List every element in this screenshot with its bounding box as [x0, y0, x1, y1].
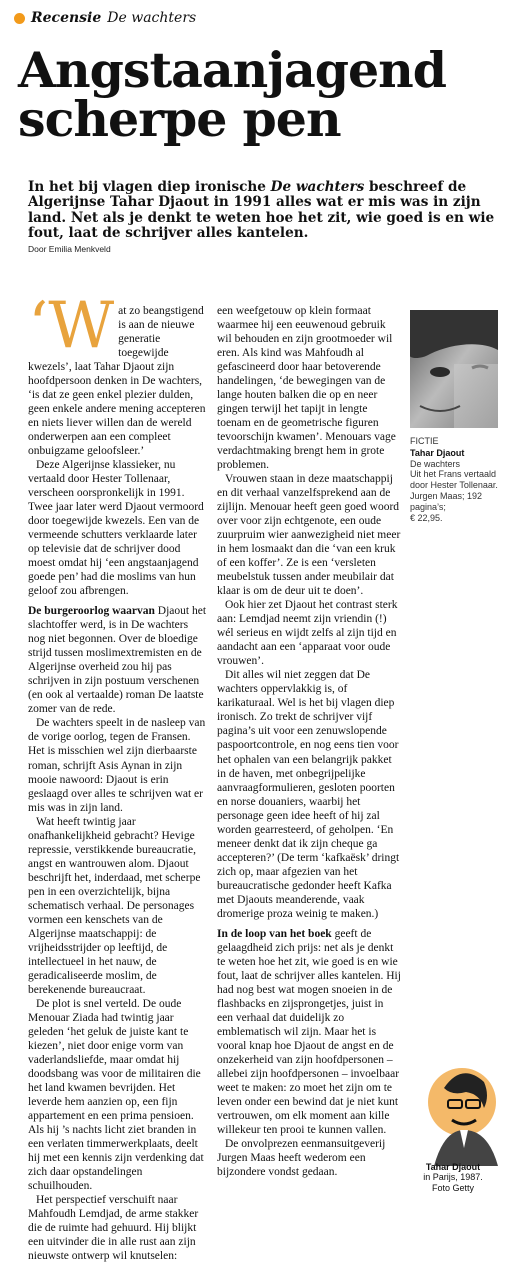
- paragraph: Het perspectief verschuift naar Mahfoudh Lemdjad, de arme stakker die de ruimte had gehuurd. Hij blijkt een uitvinder die in alle rust aan zijn nieuwste ontwerp wil knutselen:: [28, 1193, 199, 1263]
- book-publisher: Jurgen Maas; 192 pagina’s;: [410, 490, 483, 512]
- caption-line-2: in Parijs, 1987.: [423, 1172, 483, 1183]
- byline: Door Emilia Menkveld: [28, 244, 111, 254]
- paragraph: Deze Algerijnse klassieker, nu vertaald door Hester Tollenaar, verscheen oorspronkelijk in 1991. Twee jaar later werd Djaout vermoord door toegewijde kwezels. Een van de vermeende schutters verklaarde later op televisie dat de schrijver dood moest omdat hij ‘een angstaanjagend goede pen’ had die moslims van hun geloof zou afbrengen.: [28, 459, 204, 598]
- paragraph: Ook hier zet Djaout het contrast sterk aan: Lemdjad neemt zijn vriendin (!) wél serieus en wijdt zelfs al zijn tijd en aandacht aan een ‘apparaat voor oude vrouwen’.: [217, 599, 398, 668]
- paragraph: [217, 927, 401, 1137]
- paragraph-text: at zo beangstigend is aan de nieuwe generatie toegewijde kwezels’, laat Tahar Djaout zijn hoofdpersoon denken in De wachters, ‘is dat ze geen enkel plezier dulden, geen enkele andere mening accepteren en niets liever willen dan de wereld onderwerpen aan een compleet onbuigzame geloofsleer.’: [28, 305, 206, 458]
- article-column-1: [28, 289, 208, 1263]
- paragraph: [28, 604, 208, 716]
- paragraph-text: Djaout het slachtoffer werd, is in De wachters nog niet begonnen. Over de bloedige strijd tussen moslimextremisten en de Algerijnse overheid zou hij pas schrijven in zijn postuum verschenen (en ook al vertaalde) roman De laatste zomer van de rede.: [28, 605, 207, 716]
- paragraph: De onvolprezen eenmansuitgeverij Jurgen Maas heeft wederom een bijzondere vondst gedaan.: [217, 1137, 386, 1178]
- paragraph-lead: In de loop van het boek: [217, 927, 332, 940]
- section-header: [14, 10, 196, 26]
- paragraph: Dit alles wil niet zeggen dat De wachters oppervlakkig is, of karikaturaal. Wel is het bij vlagen diep ironisch. Zo trekt de schrijver vijf pagina’s uit voor een zenuwslopende paspoortcontrole, en nog eens tien voor het ophalen van een belangrijk pakket in de haven, met onbegrijpelijke aanvraagformulieren, gesloten poorten en norse douaniers, waarbij het personage geen idee heeft of hij zal worden gearresteerd, of geholpen. ‘En meneer denkt dat ik zijn cheque ga accepteren?’ (De term ‘kafkaësk’ dringt zich op, maar afgezien van het bureaucratische gedonder heeft Kafka met Djaouts meanderende, vaak dromerige proza weinig te maken.): [217, 669, 400, 920]
- caption-line-3: Foto Getty: [431, 1182, 475, 1193]
- paragraph: De plot is snel verteld. De oude Menouar Ziada had twintig jaar geleden ‘het geluk de juiste kant te kiezen’, niet door enige vorm van vaderlandsliefde, maar omdat hij doodsbang was voor de militairen die het land kwamen bevrijden. Het leverde hem aanzien op, een fijn appartement en een prima pensioen. Als hij ’s nachts licht ziet branden in een verlaten timmerwerkplaats, deelt hij met een kennis zijn verdenking dat zich daar opstandelingen schuilhouden.: [28, 997, 204, 1192]
- headline: [18, 41, 498, 148]
- standfirst-part-c: beschreef de Algerijnse Tahar Djaout in 1991 alles wat er mis was in zijn land. Net als je denkt te weten hoe het zit, wie goed is en wie fout, laat de schrijver alles kantelen.: [28, 179, 495, 242]
- orange-dot-icon: [14, 13, 25, 24]
- genre-label: FICTIE: [410, 436, 439, 446]
- book-translation: Uit het Frans vertaald door Hester Tollenaar.: [410, 469, 498, 491]
- paragraph: een weefgetouw op klein formaat waarmee hij een eeuwenoud gebruik wil behouden en zijn grootmoeder wil eren. Als kind was Mahfoudh al gefascineerd door haar betoverende handelingen, ‘de bewegingen van de lange houten balken die op en neer gingen terwijl het tapijt in lengte toenam en de geometrische figuren tevoorschijn kwamen’. Menouars vage verdachtmaking brengt hem in grote problemen.: [217, 305, 396, 472]
- section-title: De wachters: [107, 10, 197, 26]
- author-face-crop-photo: [410, 310, 498, 428]
- drop-cap: ‘W: [28, 289, 115, 363]
- paragraph-text: geeft de gelaagdheid zich prijs: net als je denkt te weten hoe het zit, wie goed is en wie fout, laat de schrijver alles kantelen. Hij had nog best wat mogen snoeien in de flashbacks en zijsprongetjes, juist in een verhaal dat duidelijk zo emblematisch wil zijn. Maar het is vooral knap hoe Djaout de angst en de onzekerheid van zijn hoofdpersonen – allebei zijn hoofdpersonen – invoelbaar weet te maken: zo moet het zijn om te leven onder een bewind dat je niet kunt vertrouwen, om elk moment aan kille willekeur ten prooi te kunnen vallen.: [217, 927, 401, 1136]
- paragraph: [28, 289, 208, 458]
- paragraph: De wachters speelt in de nasleep van de vorige oorlog, tegen de Fransen. Het is misschien wel zijn dierbaarste roman, schrijft Asis Aynan in zijn mooie nawoord: Djaout is erin geslaagd over alles te schrijven wat er mis was in zijn land.: [28, 717, 206, 814]
- caption-name: Tahar Djaout: [425, 1162, 481, 1172]
- paragraph: Vrouwen staan in deze maatschappij en dit verhaal vanzelfsprekend aan de zijlijn. Menouar heeft geen goed woord over voor zijn echtgenote, een oude zuurpruim wier aanwezigheid niet meer in hem losmaakt dan die ‘van een kruk of een koffer’. Ze is een ‘versleten meubelstuk tussen ander meubilair dat klaar is om de deur uit te doen’.: [217, 473, 401, 598]
- headline-line-1: Angstaanjagend: [18, 41, 447, 99]
- standfirst: [28, 180, 498, 241]
- article-column-2: [217, 304, 401, 1179]
- headline-line-2: scherpe pen: [18, 90, 341, 148]
- author-portrait-illustration: [404, 1058, 502, 1166]
- standfirst-part-a: In het bij vlagen diep ironische: [28, 179, 271, 195]
- paragraph-lead: De burgeroorlog waarvan: [28, 605, 155, 618]
- book-title: De wachters: [410, 458, 461, 469]
- book-info-box: [410, 436, 502, 523]
- photo-caption: [404, 1162, 502, 1193]
- section-kicker: Recensie: [31, 10, 102, 26]
- standfirst-book-title: De wachters: [270, 179, 365, 195]
- book-author: Tahar Djaout: [410, 447, 465, 458]
- paragraph: Wat heeft twintig jaar onafhankelijkheid gebracht? Hevige repressie, verstikkende bureaucratie, angst en wantrouwen alom. Djaout beschrijft het, inderdaad, met scherpe pen in een overzichtelijk, bijna schematisch verhaal. De personages vormen een kenschets van de Algerijnse maatschappij: de vrijheidsstrijder op leeftijd, de intellectueel in het nauw, de geradicaliseerde moslim, de berekenende bureaucraat.: [28, 815, 201, 996]
- book-price: € 22,95.: [410, 512, 443, 523]
